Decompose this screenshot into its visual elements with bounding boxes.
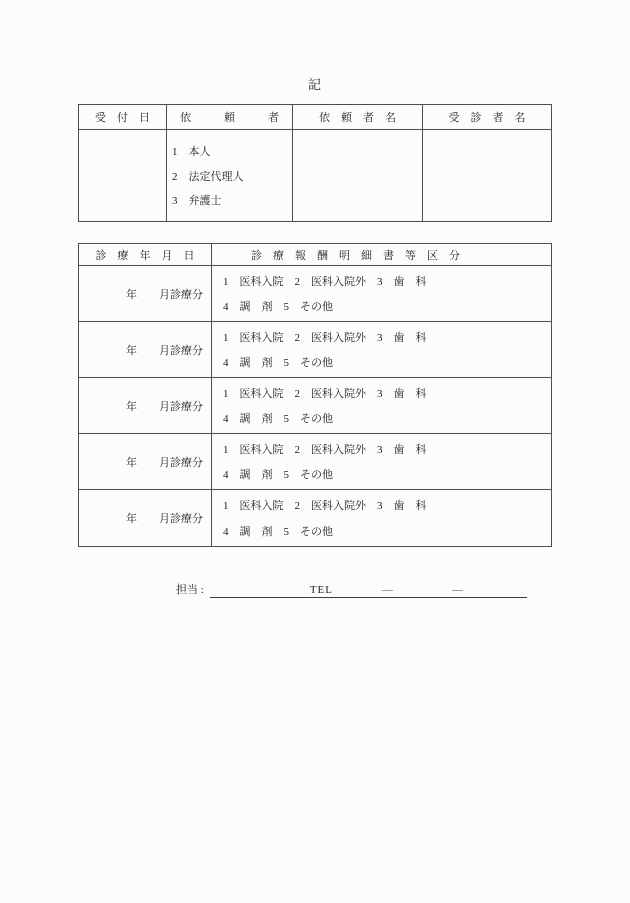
- phone-dash-2: —: [451, 584, 463, 596]
- category-options-line1: 1 医科入院 2 医科入院外 3 歯 科: [223, 276, 427, 288]
- header-treatment-date: [79, 244, 211, 266]
- intake-table: [78, 104, 552, 222]
- header-statement-category: [211, 244, 551, 266]
- treatment-row-date: [79, 266, 211, 322]
- requester-option-legal-representative: 2 法定代理人: [172, 170, 244, 183]
- requester-option-self: 1 本人: [172, 145, 211, 158]
- header-reception-date-label: 受付日: [95, 112, 161, 124]
- requester-options-cell: [166, 130, 292, 221]
- examinee-name-blank-cell: [422, 130, 551, 221]
- page-title: 記: [307, 77, 322, 92]
- category-options-line1: 1 医科入院 2 医科入院外 3 歯 科: [223, 444, 427, 456]
- header-requester: [166, 105, 312, 130]
- header-examinee-name-label: 受診者名: [448, 112, 537, 124]
- header-requester-name: [292, 105, 422, 130]
- treatment-date-label: 年 月診療分: [126, 400, 203, 413]
- phone-dash-1: —: [381, 584, 393, 596]
- header-treatment-date-label: 診療年月日: [95, 249, 206, 262]
- staff-label: 担当 :: [176, 584, 204, 596]
- category-options-line1: 1 医科入院 2 医科入院外 3 歯 科: [223, 388, 427, 400]
- treatment-date-label: 年 月診療分: [126, 456, 203, 469]
- treatment-row-date: [79, 322, 211, 378]
- treatment-date-label: 年 月診療分: [126, 513, 203, 525]
- requester-name-blank-cell: [292, 130, 422, 221]
- treatment-row-categories: [211, 434, 551, 490]
- category-options-line1: 1 医科入院 2 医科入院外 3 歯 科: [223, 500, 427, 512]
- header-reception-date: [79, 105, 166, 130]
- treatment-table: [78, 243, 552, 547]
- treatment-date-label: 年 月診療分: [126, 344, 203, 357]
- category-options-line2: 4 調 剤 5 その他: [223, 357, 333, 369]
- treatment-row-categories: [211, 378, 551, 434]
- treatment-row-date: [79, 378, 211, 434]
- header-statement-category-label: 診療報酬明細書等区分: [251, 249, 471, 262]
- header-requester-label: 依頼者: [180, 112, 312, 124]
- category-options-line2: 4 調 剤 5 その他: [223, 526, 333, 538]
- contact-line: [176, 581, 527, 597]
- category-options-line2: 4 調 剤 5 その他: [223, 301, 333, 313]
- contact-fill-line: [210, 584, 527, 598]
- treatment-row-categories: [211, 490, 551, 546]
- tel-label: TEL: [309, 584, 333, 596]
- category-options-line2: 4 調 剤 5 その他: [223, 413, 333, 425]
- treatment-date-label: 年 月診療分: [126, 288, 203, 301]
- category-options-line2: 4 調 剤 5 その他: [223, 469, 333, 481]
- requester-option-lawyer: 3 弁護士: [172, 195, 222, 208]
- reception-date-blank-cell: [79, 130, 166, 221]
- category-options-line1: 1 医科入院 2 医科入院外 3 歯 科: [223, 332, 427, 344]
- treatment-row-date: [79, 434, 211, 490]
- treatment-row-date: [79, 490, 211, 546]
- header-requester-name-label: 依頼者名: [319, 112, 407, 124]
- header-examinee-name: [422, 105, 551, 130]
- treatment-row-categories: [211, 322, 551, 378]
- treatment-row-categories: [211, 266, 551, 322]
